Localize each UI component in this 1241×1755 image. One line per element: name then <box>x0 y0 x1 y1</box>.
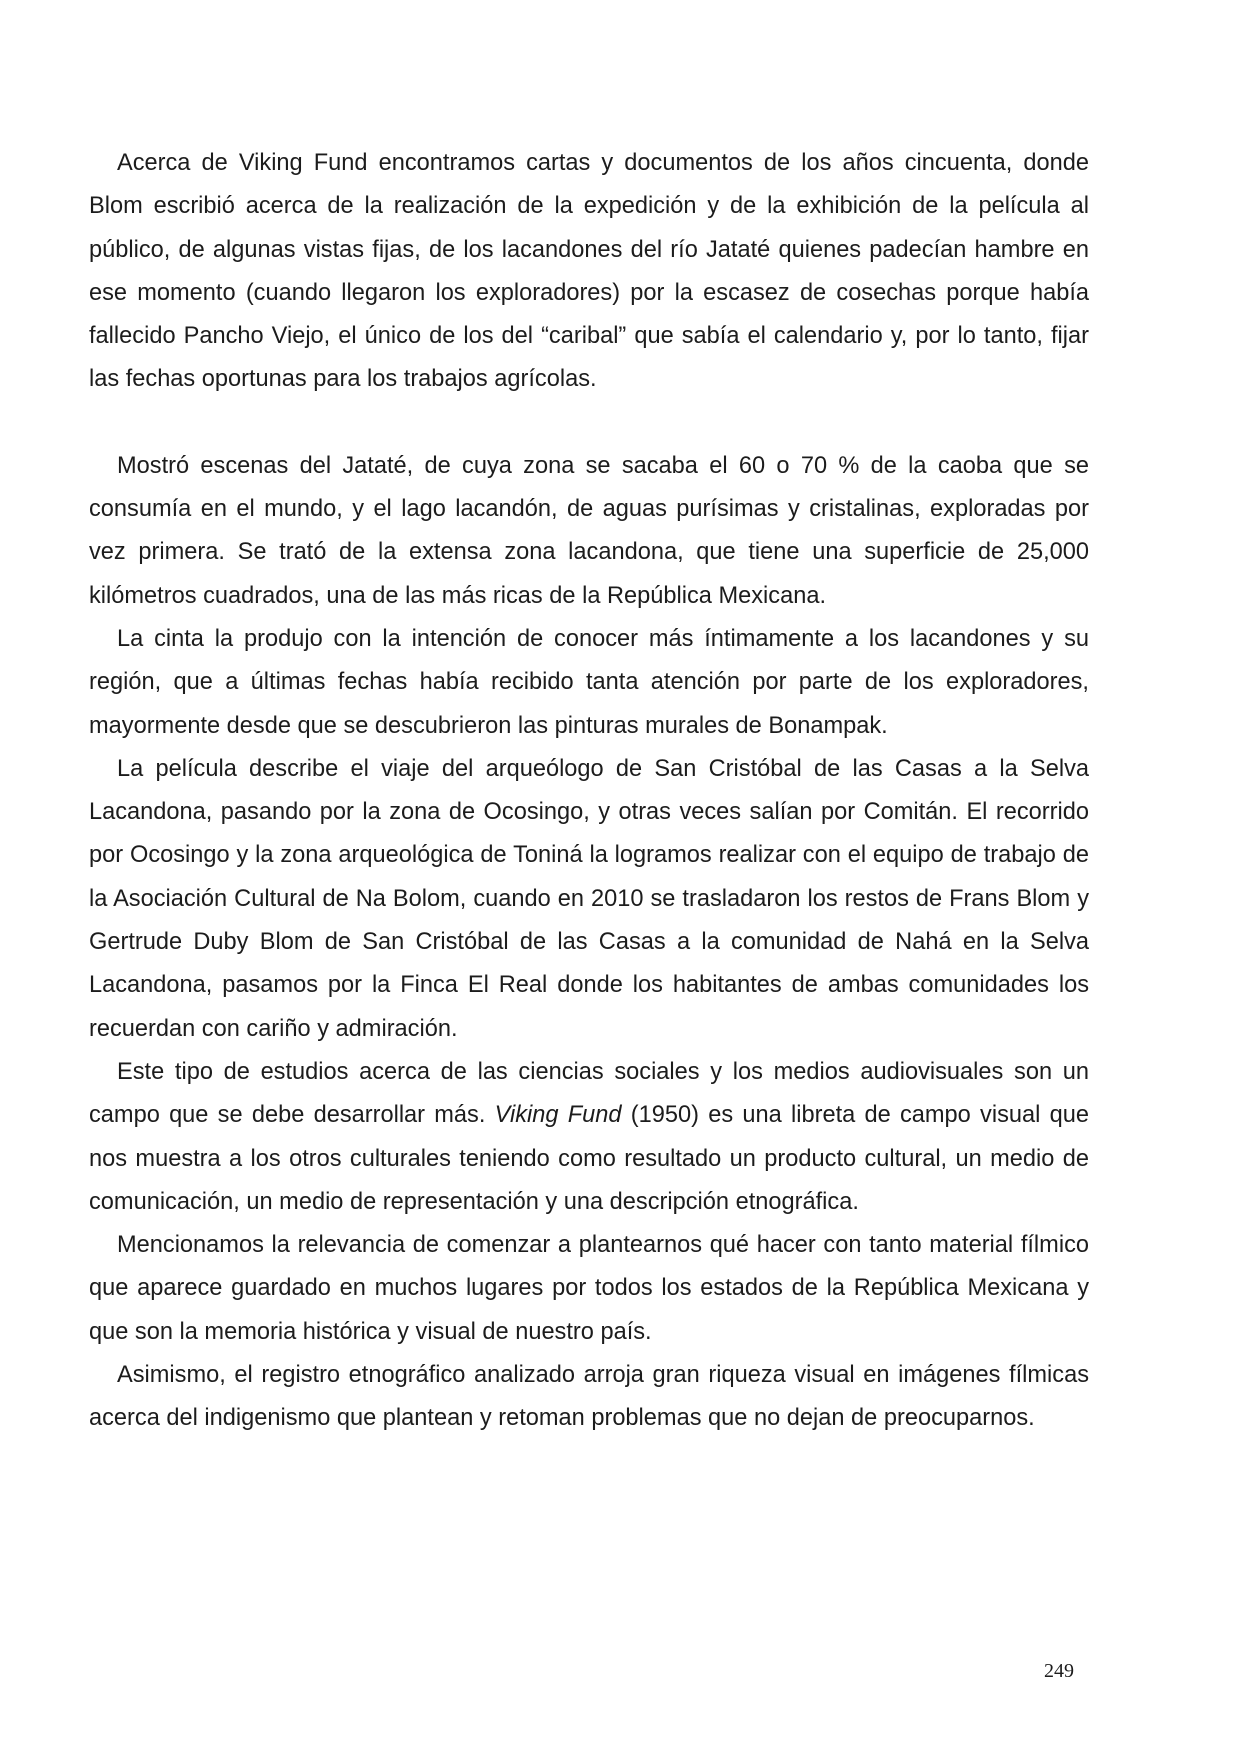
paragraph-film-journey: La película describe el viaje del arqueólogo de San Cristóbal de las Casas a la Selva Lacandona, pasando por la zona de Ocosingo, y otras veces salían por Comitán. El recorrido por Ocosingo y la zona arqueológica de Toniná la logramos realizar con el equipo de trabajo de la Asociación Cultural de Na Bolom, cuando en 2010 se trasladaron los restos de Frans Blom y Gertrude Duby Blom de San Cristóbal de las Casas a la comunidad de Nahá en la Selva Lacandona, pasamos por la Finca El Real donde los habitantes de ambas comunidades los recuerdan con cariño y admiración. <box>89 755 1089 1042</box>
body-text <box>89 142 1089 1441</box>
paragraph-film-intention: La cinta la produjo con la intención de conocer más íntimamente a los lacandones y su región, que a últimas fechas había recibido tanta atención por parte de los exploradores, mayormente desde que se descubrieron las pinturas murales de Bonampak. <box>89 625 1089 739</box>
paragraph-social-sciences-end: (1950) es una libreta de campo visual que nos muestra a los otros culturales teniendo como resultado un producto cultural, un medio de comunicación, un medio de representación y una descripción etnográfica. <box>89 1102 1089 1215</box>
paragraph-viking-fund-letters: Acerca de Viking Fund encontramos cartas y documentos de los años cincuenta, donde Blom escribió acerca de la realización de la expedición y de la exhibición de la película al público, de algunas vistas fijas, de los lacandones del río Jataté quienes padecían hambre en ese momento (cuando llegaron los exploradores) por la escasez de cosechas porque había fallecido Pancho Viejo, el único de los del “caribal” que sabía el calendario y, por lo tanto, fijar las fechas oportunas para los trabajos agrícolas. <box>89 150 1089 393</box>
paragraph-jatate-scenes: Mostró escenas del Jataté, de cuya zona se sacaba el 60 o 70 % de la caoba que se consumía en el mundo, y el lago lacandón, de aguas purísimas y cristalinas, exploradas por vez primera. Se trató de la extensa zona lacandona, que tiene una superficie de 25,000 kilómetros cuadrados, una de las más ricas de la República Mexicana. <box>89 452 1089 609</box>
film-title-italic: Viking Fund <box>494 1102 622 1129</box>
paragraph-ethnographic-record: Asimismo, el registro etnográfico analizado arroja gran riqueza visual en imágenes fílmicas acerca del indigenismo que plantean y retoman problemas que no dejan de preocuparnos. <box>89 1362 1089 1432</box>
paragraph-social-sciences-start: Este tipo de estudios acerca de las ciencias sociales y los medios audiovisuales son un campo que se debe desarrollar más. <box>89 1058 1089 1129</box>
paragraph-social-sciences <box>89 1051 1089 1224</box>
paragraph-film-material: Mencionamos la relevancia de comenzar a plantearnos qué hacer con tanto material fílmico que aparece guardado en muchos lugares por todos los estados de la República Mexicana y que son la memoria histórica y visual de nuestro país. <box>89 1232 1089 1345</box>
page-number: 249 <box>1044 1660 1074 1682</box>
